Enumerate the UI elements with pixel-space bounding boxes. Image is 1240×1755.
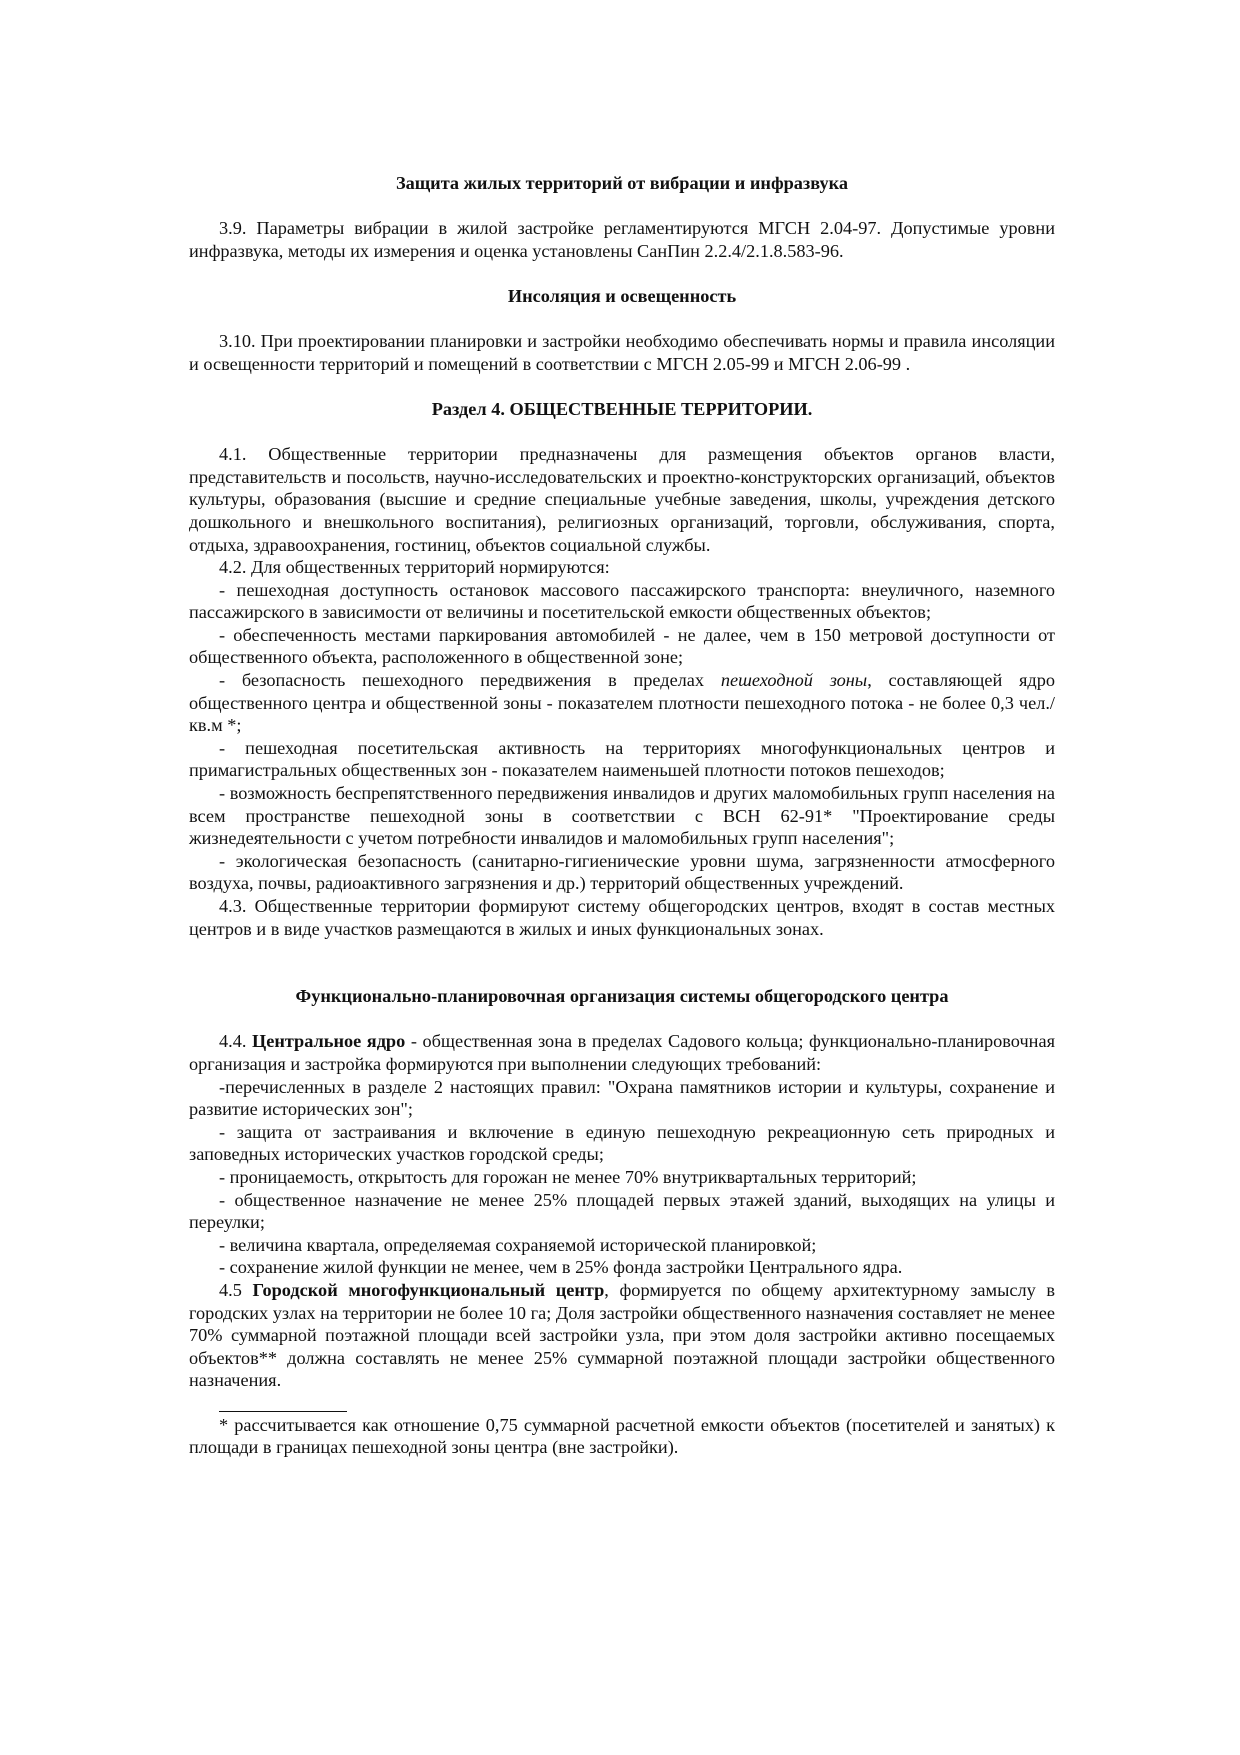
- footnote: * рассчитывается как отношение 0,75 суммарной расчетной емкости объектов (посетителей и занятых) к площади в границах пешеходной зоны центра (вне застройки).: [189, 1414, 1055, 1458]
- list-item: - сохранение жилой функции не менее, чем в 25% фонда застройки Центрального ядра.: [219, 1257, 903, 1278]
- paragraph-4-4: [189, 1030, 1055, 1075]
- heading-city-center: Функционально-планировочная организация системы общегородского центра: [295, 986, 949, 1007]
- paragraph-3-10: 3.10. При проектировании планировки и застройки необходимо обеспечивать нормы и правила инсоляции и освещенности территорий и помещений в соответствии с МГСН 2.05-99 и МГСН 2.06-99 .: [189, 331, 1055, 374]
- list-item: - пешеходная доступность остановок массового пассажирского транспорта: внеуличного, наземного пассажирского в зависимости от величины и посетительской емкости общественных объектов;: [189, 579, 1055, 623]
- list-item: - общественное назначение не менее 25% площадей первых этажей зданий, выходящих на улицы и переулки;: [189, 1189, 1055, 1233]
- list-item: [189, 669, 1055, 737]
- text-segment: - безопасность пешеходного передвижения в пределах: [219, 670, 721, 691]
- list-item: - пешеходная посетительская активность на территориях многофункциональных центров и примагистральных общественных зон - показателем наименьшей плотности потоков пешеходов;: [189, 737, 1055, 781]
- list-item: -перечисленных в разделе 2 настоящих правил: "Охрана памятников истории и культуры, сохранение и развитие исторических зон";: [189, 1076, 1055, 1120]
- footnote-separator: [219, 1411, 347, 1412]
- text-segment: 4.5: [219, 1279, 253, 1300]
- multifunctional-center-term: Городской многофункциональный центр: [252, 1279, 605, 1300]
- text-segment: , формируется по общему архитектурному замыслу в городских узлах на территории не более 10 га; Доля застройки общественного назначения составляет не менее 70% суммарной поэтажной площади всей застройки узла, при этом доля застройки активно посещаемых объектов** должна составлять не менее 25% суммарной поэтажной площади застройки общественного назначения.: [189, 1279, 1055, 1391]
- document-page: [189, 172, 1055, 1459]
- paragraph-4-5: [189, 1279, 1055, 1392]
- heading-section-4: Раздел 4. ОБЩЕСТВЕННЫЕ ТЕРРИТОРИИ.: [431, 398, 813, 419]
- list-item: - экологическая безопасность (санитарно-гигиенические уровни шума, загрязненности атмосферного воздуха, почвы, радиоактивного загрязнения и др.) территорий общественных учреждений.: [189, 850, 1055, 894]
- heading-insolation: Инсоляция и освещенность: [507, 285, 737, 306]
- paragraph-4-3: 4.3. Общественные территории формируют систему общегородских центров, входят в состав местных центров и в виде участков размещаются в жилых и иных функциональных зонах.: [189, 896, 1055, 939]
- list-item: - обеспеченность местами паркирования автомобилей - не далее, чем в 150 метровой доступности от общественного объекта, расположенного в общественной зоне;: [189, 624, 1055, 668]
- text-segment: 4.4.: [219, 1031, 252, 1052]
- list-item: - проницаемость, открытость для горожан не менее 70% внутриквартальных территорий;: [219, 1166, 917, 1187]
- paragraph-4-2: 4.2. Для общественных территорий нормируются:: [219, 557, 610, 578]
- paragraph-4-1: 4.1. Общественные территории предназначены для размещения объектов органов власти, представительств и посольств, научно-исследовательских и проектно-конструкторских организаций, объектов культуры, образования (высшие и средние специальные учебные заведения, школы, учреждения детского дошкольного и внешкольного воспитания), религиозных организаций, торговли, обслуживания, спорта, отдыха, здравоохранения, гостиниц, объектов социальной службы.: [189, 444, 1055, 555]
- heading-vibration: Защита жилых территорий от вибрации и инфразвука: [395, 173, 849, 193]
- text-segment: - общественная зона в пределах Садового кольца; функционально-планировочная организация и застройка формируются при выполнении следующих требований:: [189, 1031, 1055, 1074]
- list-item: - защита от застраивания и включение в единую пешеходную рекреационную сеть природных и заповедных исторических участков городской среды;: [189, 1121, 1055, 1165]
- pedestrian-zone-term: пешеходной зоны: [720, 670, 868, 691]
- paragraph-3-9: 3.9. Параметры вибрации в жилой застройке регламентируются МГСН 2.04-97. Допустимые уровни инфразвука, методы их измерения и оценка установлены СанПин 2.2.4/2.1.8.583-96.: [189, 218, 1055, 261]
- list-item: - величина квартала, определяемая сохраняемой исторической планировкой;: [219, 1234, 817, 1255]
- central-core-term: Центральное ядро: [251, 1031, 406, 1052]
- text-segment: , составляющей ядро общественного центра и общественной зоны - показателем плотности пешеходного потока - не более 0,3 чел./кв.м *;: [189, 670, 1055, 736]
- list-item: - возможность беспрепятственного передвижения инвалидов и других маломобильных групп населения на всем пространстве пешеходной зоны в соответствии с ВСН 62-91* "Проектирование среды жизнедеятельности с учетом потребности инвалидов и маломобильных групп населения";: [189, 783, 1055, 849]
